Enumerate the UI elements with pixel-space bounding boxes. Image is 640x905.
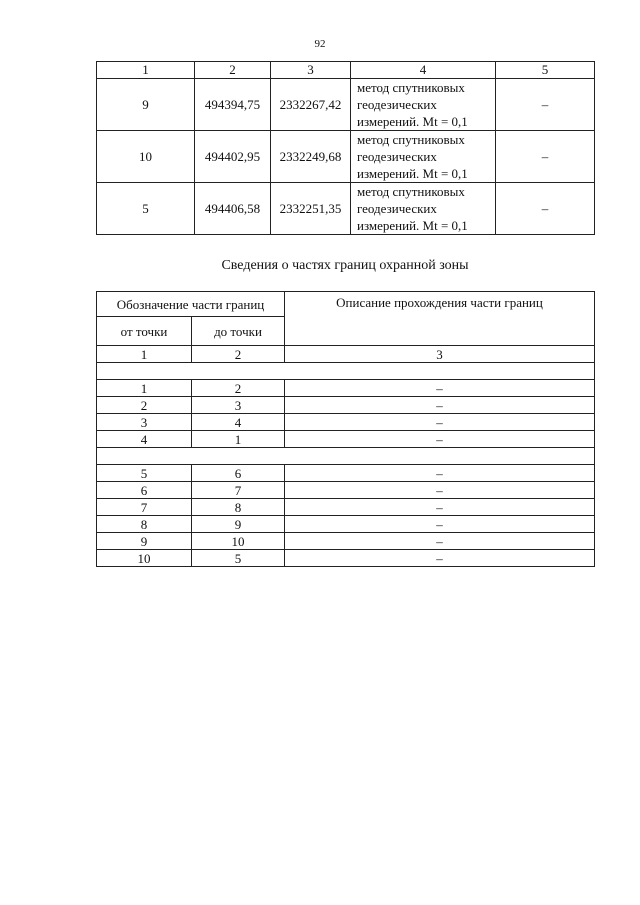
method-cell: [351, 183, 496, 235]
table-row: [97, 414, 595, 431]
coordinate-x: 494406,58: [195, 183, 271, 235]
column-number: 3: [271, 62, 351, 79]
description: –: [285, 550, 595, 567]
note-cell: –: [496, 79, 595, 131]
section-title: Сведения о частях границ охранной зоны: [221, 258, 469, 273]
method-cell: [351, 79, 496, 131]
table-row: [97, 482, 595, 499]
method-cell: [351, 131, 496, 183]
description: –: [285, 499, 595, 516]
from-point: 6: [97, 482, 192, 499]
description: –: [285, 414, 595, 431]
column-number-row: [97, 346, 595, 363]
from-point: 7: [97, 499, 192, 516]
method-line: метод спутниковых: [357, 132, 465, 147]
from-point: 5: [97, 465, 192, 482]
coordinate-x: 494394,75: [195, 79, 271, 131]
method-line: геодезических: [357, 201, 437, 216]
description: –: [285, 397, 595, 414]
description: –: [285, 380, 595, 397]
method-line: измерений. Mt = 0,1: [357, 218, 468, 233]
point-id: 10: [97, 131, 195, 183]
from-point: 1: [97, 380, 192, 397]
note-cell: –: [496, 131, 595, 183]
description: –: [285, 516, 595, 533]
to-point: 8: [192, 499, 285, 516]
coordinate-y: 2332251,35: [271, 183, 351, 235]
table-row: [97, 516, 595, 533]
page-number: 92: [314, 38, 326, 50]
column-number: 3: [285, 346, 595, 363]
table-header-row: [97, 292, 595, 317]
method-line: метод спутниковых: [357, 184, 465, 199]
point-id: 9: [97, 79, 195, 131]
group-separator-row: [97, 363, 595, 380]
coordinate-x: 494402,95: [195, 131, 271, 183]
to-point: 4: [192, 414, 285, 431]
to-point: 1: [192, 431, 285, 448]
table-header-row: [97, 62, 595, 79]
column-number: 2: [192, 346, 285, 363]
to-point: 9: [192, 516, 285, 533]
column-number: 4: [351, 62, 496, 79]
empty-cell: [97, 448, 595, 465]
table-row: [97, 79, 595, 131]
to-point: 6: [192, 465, 285, 482]
to-point: 10: [192, 533, 285, 550]
designation-header: Обозначение части границ: [97, 292, 285, 317]
description-header: Описание прохождения части границ: [285, 292, 595, 346]
from-point: 2: [97, 397, 192, 414]
from-point: 9: [97, 533, 192, 550]
table-row: [97, 431, 595, 448]
from-point: 8: [97, 516, 192, 533]
boundary-parts-table: [96, 291, 595, 567]
table-row: [97, 550, 595, 567]
table-row: [97, 465, 595, 482]
coordinate-y: 2332249,68: [271, 131, 351, 183]
to-point: 3: [192, 397, 285, 414]
method-line: геодезических: [357, 149, 437, 164]
to-point: 5: [192, 550, 285, 567]
note-cell: –: [496, 183, 595, 235]
empty-cell: [97, 363, 595, 380]
column-number: 1: [97, 62, 195, 79]
point-id: 5: [97, 183, 195, 235]
description: –: [285, 465, 595, 482]
method-line: измерений. Mt = 0,1: [357, 166, 468, 181]
method-line: метод спутниковых: [357, 80, 465, 95]
description: –: [285, 482, 595, 499]
from-point: 10: [97, 550, 192, 567]
to-point: 2: [192, 380, 285, 397]
to-point: 7: [192, 482, 285, 499]
table-row: [97, 183, 595, 235]
group-separator-row: [97, 448, 595, 465]
coordinates-table: [96, 61, 595, 235]
from-point: 3: [97, 414, 192, 431]
column-number: 1: [97, 346, 192, 363]
to-point-header: до точки: [192, 317, 285, 346]
table-row: [97, 131, 595, 183]
from-point: 4: [97, 431, 192, 448]
table-row: [97, 499, 595, 516]
description: –: [285, 533, 595, 550]
from-point-header: от точки: [97, 317, 192, 346]
method-line: измерений. Mt = 0,1: [357, 114, 468, 129]
table-row: [97, 380, 595, 397]
column-number: 5: [496, 62, 595, 79]
method-line: геодезических: [357, 97, 437, 112]
column-number: 2: [195, 62, 271, 79]
description: –: [285, 431, 595, 448]
coordinate-y: 2332267,42: [271, 79, 351, 131]
table-row: [97, 397, 595, 414]
table-row: [97, 533, 595, 550]
